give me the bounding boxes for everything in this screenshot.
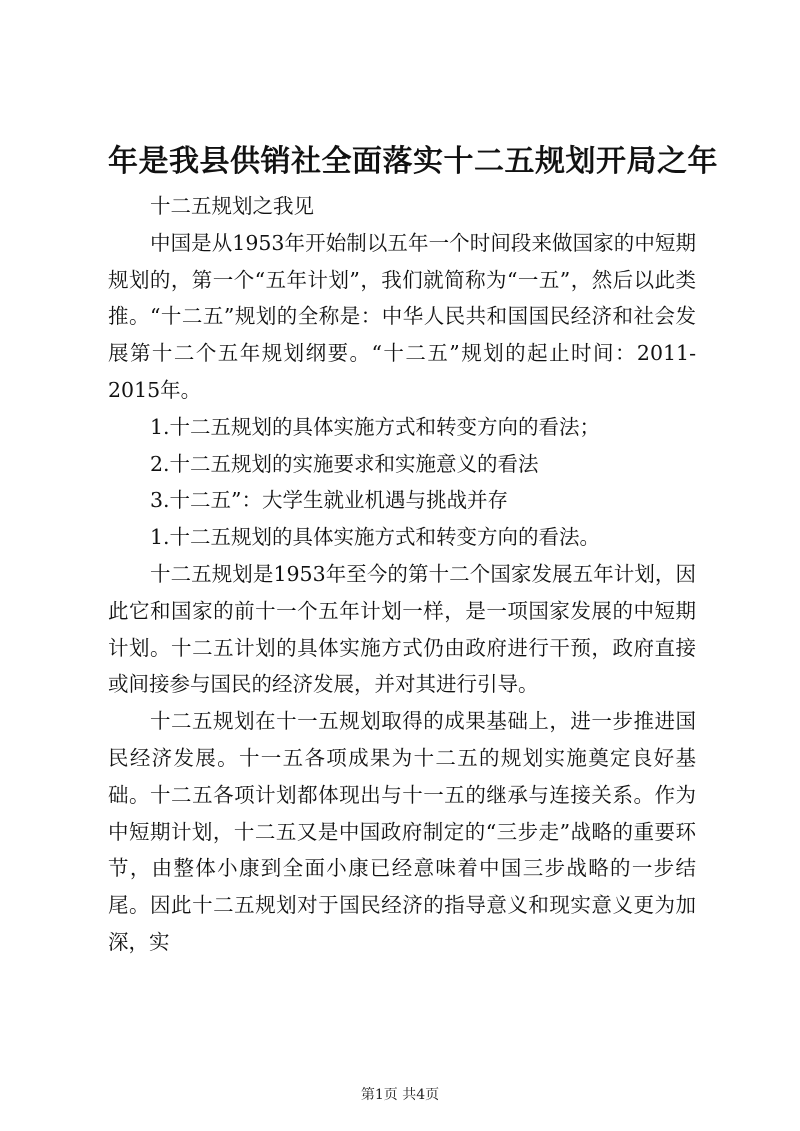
page-footer: 第1页 共4页 — [360, 1087, 440, 1103]
list-item-2: 2.十二五规划的实施要求和实施意义的看法 — [150, 451, 539, 476]
section-heading-1: 1.十二五规划的具体实施方式和转变方向的看法。 — [150, 525, 601, 550]
paragraph-intro: 中国是从1953年开始制以五年一个时间段来做国家的中短期规划的，第一个“五年计划”，我们就简称为“一五”，然后以此类推。“十二五”规划的全称是：中华人民共和国国民经济和社会发展第十二个五年规划纲要。“十二五”规划的起止时间：2011-2015年。 — [108, 230, 696, 402]
paragraph-section-1b: 十二五规划在十一五规划取得的成果基础上，进一步推进国民经济发展。十一五各项成果为十二五的规划实施奠定良好基础。十二五各项计划都体现出与十一五的继承与连接关系。作为中短期计划，十二五又是中国政府制定的“三步走”战略的重要环节，由整体小康到全面小康已经意味着中国三步战略的一步结尾。因此十二五规划对于国民经济的指导意义和现实意义更为加深，实 — [108, 709, 696, 954]
paragraph-subtitle: 十二五规划之我见 — [150, 194, 314, 218]
paragraph-section-1a: 十二五规划是1953年至今的第十二个国家发展五年计划，因此它和国家的前十一个五年计划一样，是一项国家发展的中短期计划。十二五计划的具体实施方式仍由政府进行干预，政府直接或间接参与国民的经济发展，并对其进行引导。 — [108, 561, 696, 697]
document-title: 年是我县供销社全面落实十二五规划开局之年 — [108, 144, 718, 179]
list-item-1: 1.十二五规划的具体实施方式和转变方向的看法； — [150, 414, 601, 439]
document-body — [108, 188, 696, 961]
list-item-3: 3.十二五”：大学生就业机遇与挑战并存 — [150, 488, 509, 513]
